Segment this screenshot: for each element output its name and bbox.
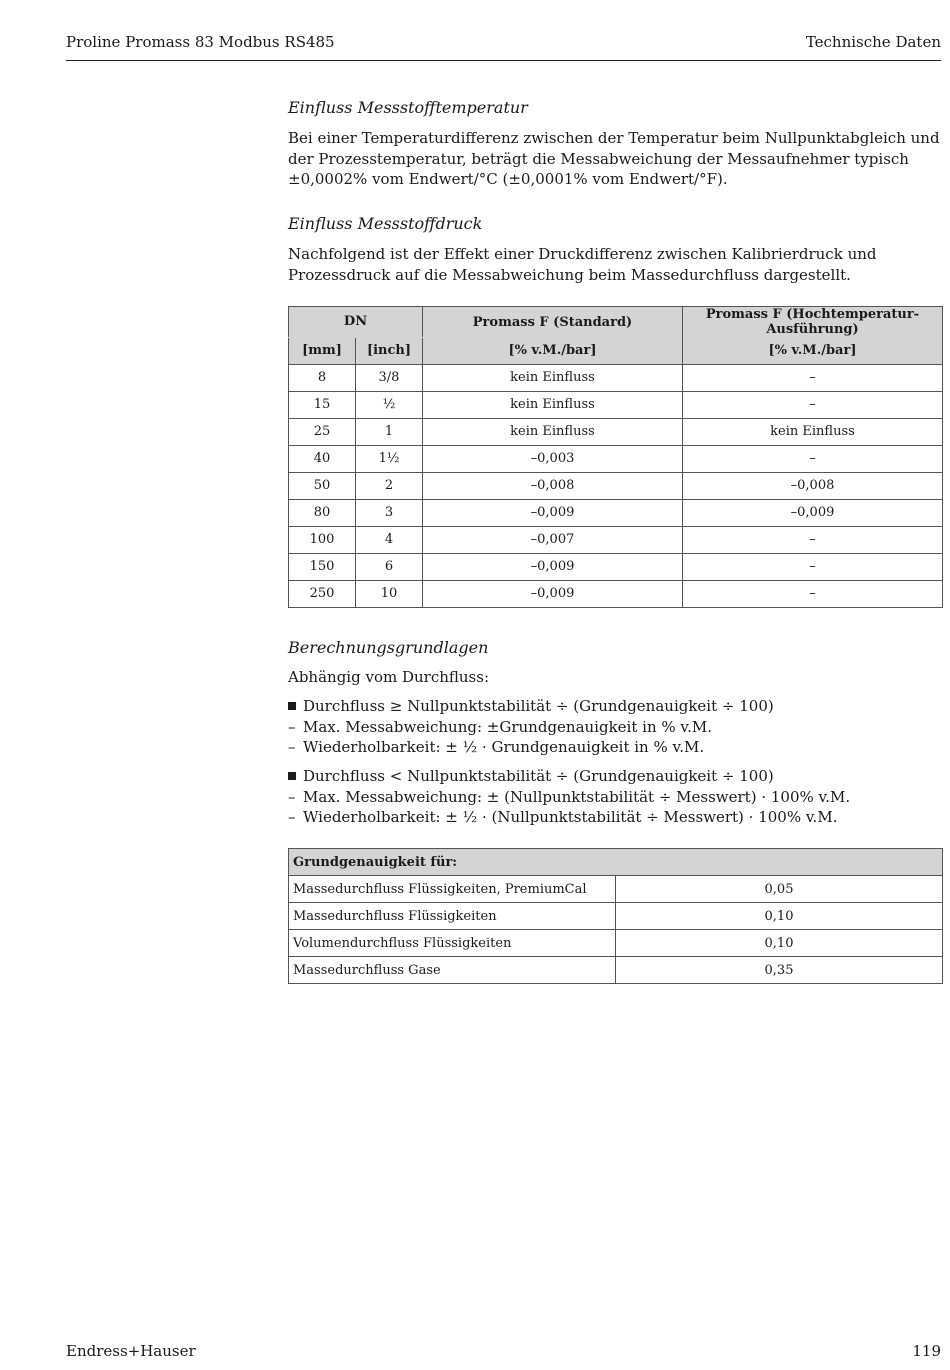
cell-high: –: [683, 445, 943, 472]
bullet-square-icon: [288, 772, 296, 780]
cell-value: 0,05: [616, 876, 943, 903]
para-pressure: Nachfolgend ist der Effekt einer Druckdifferenz zwischen Kalibrierdruck und Prozessdruck auf die Messabweichung beim Massedurchfluss dargestellt.: [288, 245, 877, 284]
table-row: [289, 553, 943, 580]
cell-label: Massedurchfluss Flüssigkeiten, PremiumCal: [289, 876, 616, 903]
table-row: [289, 876, 943, 903]
list-item-main: Durchfluss < Nullpunktstabilität ÷ (Grundgenauigkeit ÷ 100): [303, 767, 774, 785]
cell-label: Massedurchfluss Gase: [289, 957, 616, 984]
cell-inch: 3: [356, 499, 423, 526]
list-subitem: [288, 717, 942, 738]
list-item-main: Durchfluss ≥ Nullpunktstabilität ÷ (Grundgenauigkeit ÷ 100): [303, 697, 774, 715]
table-row: [289, 930, 943, 957]
cell-standard: –0,003: [423, 445, 683, 472]
table-row: [289, 957, 943, 984]
header-section: Technische Daten: [805, 33, 941, 51]
para-calculation-intro: Abhängig vom Durchfluss:: [288, 668, 489, 686]
cell-label: Volumendurchfluss Flüssigkeiten: [289, 930, 616, 957]
bullet-square-icon: [288, 702, 296, 710]
list-subitem-text: Wiederholbarkeit: ± ½ · (Nullpunktstabilität ÷ Messwert) · 100% v.M.: [303, 808, 838, 826]
th-accuracy: Grundgenauigkeit für:: [289, 849, 943, 876]
cell-high: –: [683, 526, 943, 553]
dash-marker: –: [288, 787, 296, 806]
page-number: 119: [912, 1342, 941, 1360]
footer-brand: Endress+Hauser: [66, 1342, 196, 1360]
th-mm: [mm]: [289, 337, 356, 364]
calculation-list-1: [288, 696, 942, 758]
th-unit-high: [% v.M./bar]: [683, 337, 943, 364]
heading-pressure: Einfluss Messstoffdruck: [288, 214, 483, 233]
cell-standard: –0,009: [423, 580, 683, 607]
dash-marker: –: [288, 738, 296, 756]
list-subitem: [288, 807, 942, 828]
cell-standard: –0,007: [423, 526, 683, 553]
th-standard: Promass F (Standard): [423, 307, 683, 338]
table-row: [289, 445, 943, 472]
cell-high: –: [683, 580, 943, 607]
cell-inch: 1½: [356, 445, 423, 472]
header-rule: [66, 60, 941, 61]
cell-standard: kein Einfluss: [423, 364, 683, 391]
th-inch: [inch]: [356, 337, 423, 364]
cell-value: 0,10: [616, 903, 943, 930]
cell-standard: –0,008: [423, 472, 683, 499]
cell-mm: 15: [289, 391, 356, 418]
cell-inch: 1: [356, 418, 423, 445]
cell-high: –0,009: [683, 499, 943, 526]
dash-marker: –: [288, 808, 296, 826]
list-subitem-text: Max. Messabweichung: ± (Nullpunktstabilität ÷ Messwert) · 100% v.M.: [303, 787, 851, 806]
cell-inch: 6: [356, 553, 423, 580]
cell-mm: 8: [289, 364, 356, 391]
cell-value: 0,35: [616, 957, 943, 984]
list-item: [288, 766, 942, 787]
para-temperature: Bei einer Temperaturdifferenz zwischen der Temperatur beim Nullpunktabgleich und der Prozesstemperatur, beträgt die Messabweichung der Messaufnehmer typisch ±0,0002% vom Endwert/°C (±0,0001% vom Endwert/°F).: [288, 129, 940, 188]
heading-calculation: Berechnungsgrundlagen: [288, 638, 489, 657]
cell-standard: –0,009: [423, 499, 683, 526]
cell-mm: 40: [289, 445, 356, 472]
th-unit-standard: [% v.M./bar]: [423, 337, 683, 364]
list-subitem: [288, 787, 942, 808]
accuracy-table: [288, 848, 943, 984]
cell-inch: ½: [356, 391, 423, 418]
cell-inch: 2: [356, 472, 423, 499]
list-subitem: [288, 737, 942, 758]
pressure-table: [288, 306, 943, 608]
cell-inch: 4: [356, 526, 423, 553]
cell-standard: kein Einfluss: [423, 391, 683, 418]
table-row: [289, 526, 943, 553]
cell-mm: 250: [289, 580, 356, 607]
th-high-temp: Promass F (Hochtemperatur-Ausführung): [683, 307, 943, 338]
th-dn: DN: [289, 307, 423, 338]
cell-standard: kein Einfluss: [423, 418, 683, 445]
cell-mm: 100: [289, 526, 356, 553]
cell-high: –: [683, 364, 943, 391]
table-row: [289, 364, 943, 391]
table-row: [289, 391, 943, 418]
cell-value: 0,10: [616, 930, 943, 957]
cell-high: –: [683, 391, 943, 418]
table-row: [289, 499, 943, 526]
table-row: [289, 580, 943, 607]
cell-high: –: [683, 553, 943, 580]
dash-marker: –: [288, 717, 296, 736]
cell-inch: 3/8: [356, 364, 423, 391]
heading-temperature: Einfluss Messstofftemperatur: [288, 98, 528, 117]
list-subitem-text: Wiederholbarkeit: ± ½ · Grundgenauigkeit in % v.M.: [303, 738, 705, 756]
table-row: [289, 472, 943, 499]
calculation-list-2: [288, 766, 942, 828]
cell-mm: 150: [289, 553, 356, 580]
list-subitem-text: Max. Messabweichung: ±Grundgenauigkeit in % v.M.: [303, 717, 712, 736]
cell-mm: 50: [289, 472, 356, 499]
cell-label: Massedurchfluss Flüssigkeiten: [289, 903, 616, 930]
table-row: [289, 903, 943, 930]
table-row: [289, 418, 943, 445]
header-title: Proline Promass 83 Modbus RS485: [66, 33, 335, 51]
cell-mm: 25: [289, 418, 356, 445]
cell-high: kein Einfluss: [683, 418, 943, 445]
cell-inch: 10: [356, 580, 423, 607]
cell-mm: 80: [289, 499, 356, 526]
cell-high: –0,008: [683, 472, 943, 499]
cell-standard: –0,009: [423, 553, 683, 580]
list-item: [288, 696, 942, 717]
